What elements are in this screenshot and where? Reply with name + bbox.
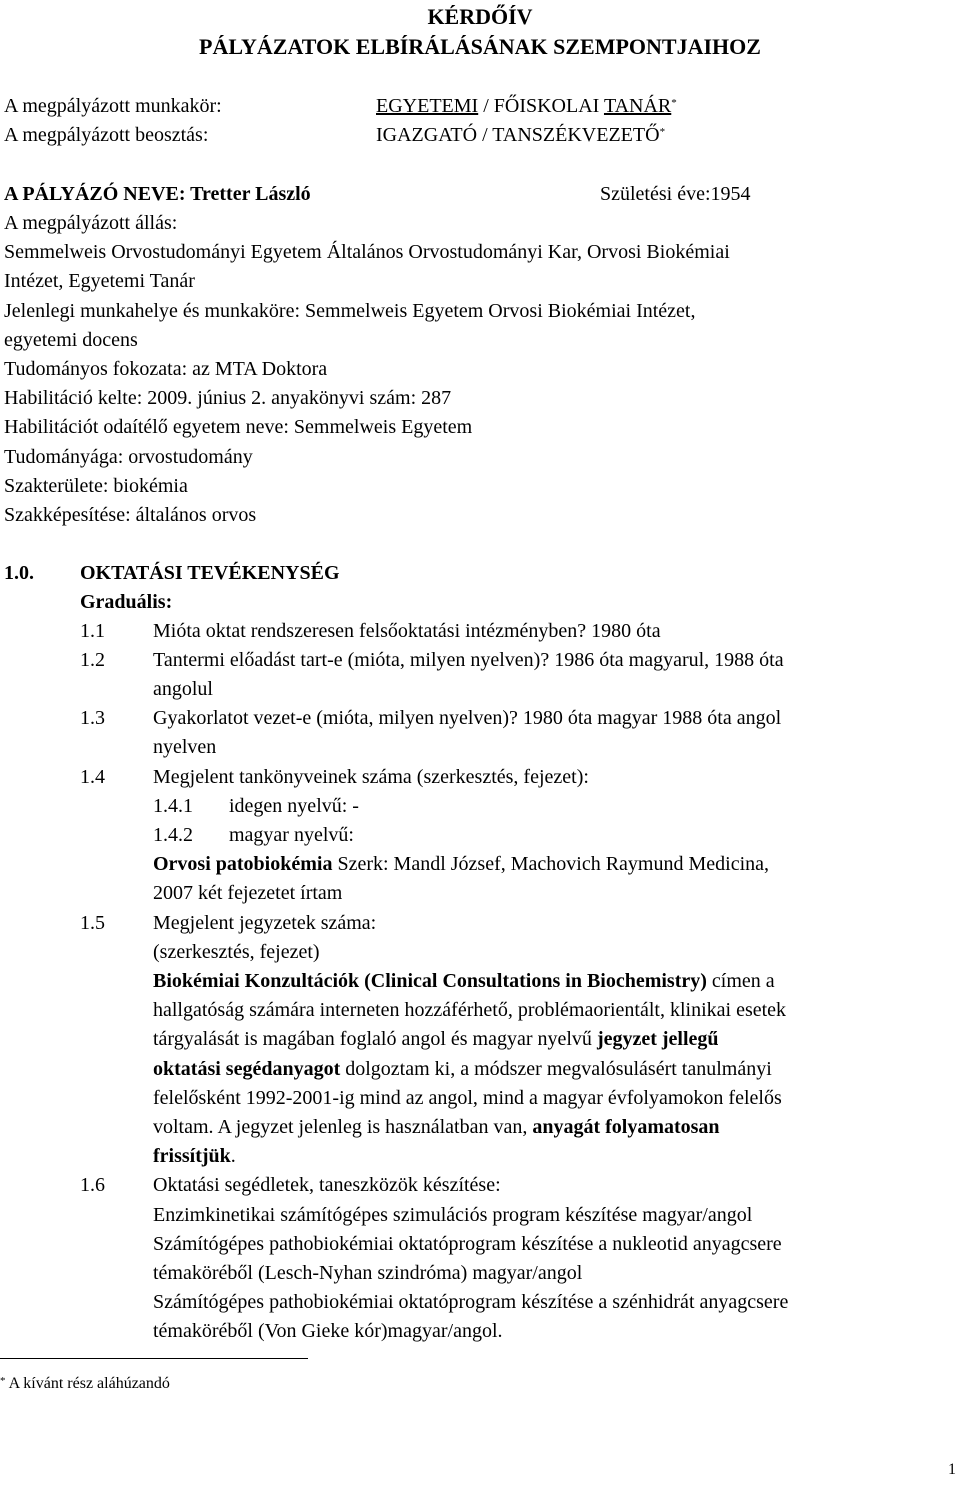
- book-details: Szerk: Mandl József, Machovich Raymund Medicina,: [332, 853, 770, 875]
- role-option-tanszekvezeto: TANSZÉKVEZETŐ: [492, 124, 660, 146]
- applicant-line: Semmelweis Orvostudományi Egyetem Általános Orvostudományi Kar, Orvosi Biokémiai: [4, 241, 730, 263]
- section-number: 1.0.: [4, 562, 34, 584]
- document-title: KÉRDŐÍV: [427, 4, 533, 29]
- applicant-line: Habilitációt odaítélő egyetem neve: Semmelweis Egyetem: [4, 416, 473, 438]
- job-option-foiskolai: FŐISKOLAI: [493, 95, 600, 117]
- item-text: Számítógépes pathobiokémiai oktatóprogram készítése a nukleotid anyagcsere: [153, 1233, 782, 1255]
- item-number: 1.1: [80, 620, 105, 642]
- role-options: [376, 121, 665, 150]
- item-text: Tantermi előadást tart-e (mióta, milyen nyelven)? 1986 óta magyarul, 1988 óta: [153, 649, 784, 671]
- page-number: 1: [948, 1461, 956, 1478]
- item-text: Oktatási segédletek, taneszközök készítése:: [153, 1174, 501, 1196]
- paragraph-line: [153, 1142, 236, 1171]
- role-separator: /: [477, 124, 493, 146]
- book-title: Orvosi patobiokémia: [153, 853, 333, 875]
- job-separator: /: [478, 95, 494, 117]
- paragraph-text: címen a: [706, 970, 775, 992]
- applicant-line: Jelenlegi munkahelye és munkaköre: Semmelweis Egyetem Orvosi Biokémiai Intézet,: [4, 300, 696, 322]
- role-label: A megpályázott beosztás:: [4, 124, 209, 146]
- subitem-number: 1.4.2: [153, 824, 193, 846]
- asterisk-mark: *: [659, 126, 666, 138]
- document-subtitle: PÁLYÁZATOK ELBÍRÁLÁSÁNAK SZEMPONTJAIHOZ: [199, 34, 761, 59]
- paragraph-line: [153, 967, 775, 996]
- paragraph-text: .: [230, 1145, 236, 1167]
- notes-title: Biokémiai Konzultációk (Clinical Consultations in Biochemistry): [153, 970, 707, 992]
- subitem-number: 1.4.1: [153, 795, 193, 817]
- applicant-line: Szakképesítése: általános orvos: [4, 504, 257, 526]
- applicant-line: egyetemi docens: [4, 329, 138, 351]
- item-number: 1.5: [80, 912, 105, 934]
- paragraph-line: hallgatóság számára interneten hozzáférhető, problémaorientált, klinikai esetek: [153, 999, 787, 1021]
- applicant-line: Habilitáció kelte: 2009. június 2. anyakönyvi szám: 287: [4, 387, 452, 409]
- item-number: 1.3: [80, 707, 105, 729]
- birth-year: Születési éve:1954: [600, 183, 751, 205]
- footnote-divider: [0, 1358, 308, 1359]
- footnote-mark: *: [0, 1375, 6, 1387]
- item-text: Gyakorlatot vezet-e (mióta, milyen nyelven)? 1980 óta magyar 1988 óta angol: [153, 707, 782, 729]
- footnote-text: A kívánt rész aláhúzandó: [5, 1375, 170, 1392]
- asterisk-mark: *: [671, 97, 677, 109]
- applicant-line: Tudományos fokozata: az MTA Doktora: [4, 358, 328, 380]
- applicant-line: Szakterülete: biokémia: [4, 475, 188, 497]
- section-subtitle: Graduális:: [80, 591, 173, 613]
- applicant-name: A PÁLYÁZÓ NEVE: Tretter László: [4, 183, 311, 205]
- item-text: angolul: [153, 678, 213, 700]
- paragraph-emphasis: jegyzet jellegű: [596, 1028, 719, 1050]
- paragraph-emphasis: frissítjük: [153, 1145, 231, 1167]
- item-text: Megjelent jegyzetek száma:: [153, 912, 377, 934]
- job-option-egyetemi: EGYETEMI: [376, 95, 479, 117]
- paragraph-text: voltam. A jegyzet jelenleg is használatban van,: [153, 1116, 533, 1138]
- job-options: [376, 92, 677, 121]
- item-text: Számítógépes pathobiokémiai oktatóprogram készítése a szénhidrát anyagcsere: [153, 1291, 789, 1313]
- paragraph-line: felelősként 1992-2001-ig mind az angol, mind a magyar évfolyamokon felelős: [153, 1087, 782, 1109]
- role-option-igazgato: IGAZGATÓ: [376, 124, 478, 146]
- applicant-line: Tudományága: orvostudomány: [4, 446, 253, 468]
- applicant-line: Intézet, Egyetemi Tanár: [4, 270, 195, 292]
- job-label: A megpályázott munkakör:: [4, 95, 222, 117]
- item-text: nyelven: [153, 736, 217, 758]
- paragraph-emphasis: oktatási segédanyagot: [153, 1058, 341, 1080]
- section-title: OKTATÁSI TEVÉKENYSÉG: [80, 562, 340, 584]
- paragraph-line: [153, 1113, 720, 1142]
- item-text: (szerkesztés, fejezet): [153, 941, 320, 963]
- item-number: 1.6: [80, 1174, 105, 1196]
- item-text: témaköréből (Lesch-Nyhan szindróma) magyar/angol: [153, 1262, 583, 1284]
- footnote: [0, 1372, 170, 1396]
- paragraph-line: [153, 1055, 772, 1084]
- item-number: 1.4: [80, 766, 105, 788]
- item-text: Mióta oktat rendszeresen felsőoktatási intézményben? 1980 óta: [153, 620, 661, 642]
- item-text: témaköréből (Von Gieke kór)magyar/angol.: [153, 1320, 503, 1342]
- paragraph-text: tárgyalását is magában foglaló angol és magyar nyelvű: [153, 1028, 597, 1050]
- book-reference-cont: 2007 két fejezetet írtam: [153, 882, 343, 904]
- subitem-text: magyar nyelvű:: [229, 824, 354, 846]
- job-option-tanar: TANÁR: [603, 95, 672, 117]
- paragraph-line: [153, 1025, 719, 1054]
- subitem-text: idegen nyelvű: -: [229, 795, 359, 817]
- paragraph-text: dolgoztam ki, a módszer megvalósulásért tanulmányi: [340, 1058, 772, 1080]
- paragraph-emphasis: anyagát folyamatosan: [532, 1116, 720, 1138]
- applicant-line: A megpályázott állás:: [4, 212, 178, 234]
- item-number: 1.2: [80, 649, 105, 671]
- item-text: Enzimkinetikai számítógépes szimulációs program készítése magyar/angol: [153, 1204, 753, 1226]
- item-text: Megjelent tankönyveinek száma (szerkesztés, fejezet):: [153, 766, 589, 788]
- book-reference: [153, 850, 769, 879]
